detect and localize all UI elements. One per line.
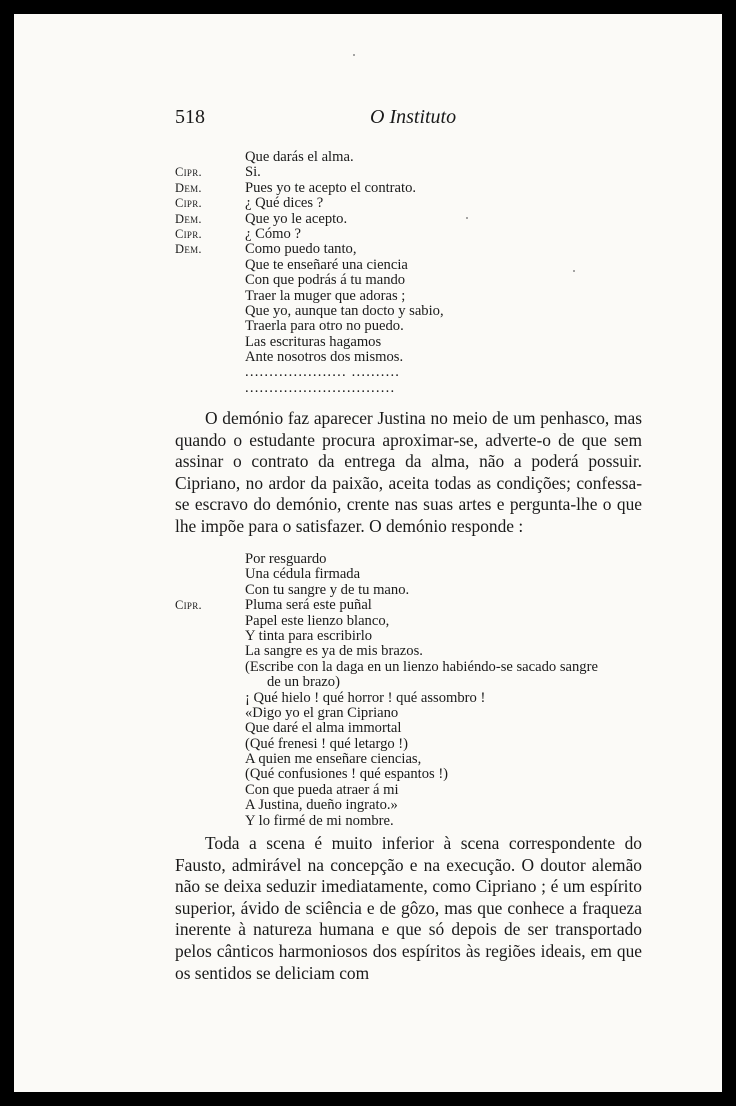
verse-text: Y tinta para escribirlo (245, 627, 373, 644)
verse-text: «Digo yo el gran Cipriano (245, 704, 399, 721)
verse-text: ¡ Qué hielo ! qué horror ! qué assombro ! (245, 689, 486, 706)
verse-text: ¿ Cómo ? (245, 225, 301, 242)
verse-line (175, 767, 598, 782)
speaker-label: Dem. (175, 180, 202, 195)
verse-text: (Escribe con la daga en un lienzo habiéndo-se sacado sangre (245, 658, 598, 675)
print-speck (573, 270, 575, 272)
speaker-label: Dem. (175, 211, 202, 226)
speaker-label (175, 737, 245, 752)
verse-line (175, 629, 598, 644)
verse-text: A Justina, dueño ingrato.» (245, 797, 398, 814)
verse-line (175, 181, 444, 196)
speaker-label (175, 783, 245, 798)
verse-line (175, 598, 598, 613)
verse-text: Ante nosotros dos mismos. (245, 349, 404, 366)
speaker-label (175, 583, 245, 598)
speaker-label (175, 706, 245, 721)
running-title: O Instituto (370, 106, 457, 128)
verse-text: Que darás el alma. (245, 149, 354, 165)
speaker-label (175, 304, 245, 319)
speaker-label: Cipr. (175, 165, 202, 180)
verse-line (175, 706, 598, 721)
verse-text: Y lo firmé de mi nombre. (245, 812, 394, 829)
print-speck (353, 54, 355, 56)
verse-text: Que daré el alma immortal (245, 720, 402, 737)
speaker-label (175, 798, 245, 813)
verse-line (175, 196, 444, 211)
verse-text: Traer la muger que adoras ; (245, 287, 406, 304)
page-header (14, 106, 722, 130)
verse-text: Pues yo te acepto el contrato. (245, 179, 417, 196)
paragraph-faust-comparison (175, 833, 642, 984)
verse-line (175, 150, 444, 165)
speaker-label (175, 350, 245, 365)
verse-text: Pluma será este puñal (245, 597, 372, 614)
verse-line (175, 614, 598, 629)
speaker-label (175, 567, 245, 582)
speaker-label (175, 767, 245, 782)
speaker-label (175, 614, 245, 629)
verse-text: ............................... (245, 379, 396, 396)
verse-text: Papel este lienzo blanco, (245, 612, 390, 629)
verse-line (175, 212, 444, 227)
speaker-label (175, 552, 245, 567)
verse-text: Que yo, aunque tan docto y sabio, (245, 302, 444, 319)
verse-line (175, 381, 444, 396)
speaker-label (175, 629, 245, 644)
verse-line (175, 644, 598, 659)
verse-text: (Qué confusiones ! qué espantos !) (245, 766, 449, 783)
paragraph-text: O demónio faz aparecer Justina no meio de um penhasco, mas quando o estudante procura aproximar-se, adverte-o de que sem assinar o contrato da entrega da alma, não a poderá possuir. Cipriano, no ardor da paixão, aceita todas as condições; confessa-se escravo do demónio, crente nas suas artes e pergunta-lhe o que lhe impõe para o satisfazer. O demónio responde : (175, 408, 642, 536)
speaker-label (175, 660, 245, 675)
speaker-label (175, 721, 245, 736)
verse-line (175, 350, 444, 365)
verse-line (175, 721, 598, 736)
speaker-label (175, 150, 245, 165)
paragraph-demon-appears (175, 408, 642, 538)
speaker-label (175, 381, 245, 396)
verse-text: Como puedo tanto, (245, 241, 357, 258)
speaker-label (175, 365, 245, 380)
verse-text: La sangre es ya de mis brazos. (245, 643, 423, 660)
verse-text: (Qué frenesi ! qué letargo !) (245, 735, 409, 752)
speaker-label: Cipr. (175, 196, 202, 211)
speaker-label: Cipr. (175, 598, 202, 613)
verse-text: Una cédula firmada (245, 566, 361, 583)
speaker-label: Dem. (175, 242, 202, 257)
verse-line (175, 737, 598, 752)
paragraph-text: Toda a scena é muito inferior à scena correspondente do Fausto, admirável na concepção e na execução. O doutor alemão não se deixa seduzir imediatamente, como Cipriano ; é um espírito superior, ávido de sciência e de gôzo, mas que conhece a fraqueza inerente à natureza humana e que só depois de ser transportado pelos cânticos harmoniosos dos espíritos às regiões ideais, em que os sentidos se deliciam com (175, 833, 642, 983)
verse-text: de un brazo) (267, 674, 340, 691)
speaker-label (175, 675, 245, 690)
verse-line (175, 289, 444, 304)
speaker-label (175, 335, 245, 350)
verse-line (175, 783, 598, 798)
verse-line (175, 567, 598, 582)
verse-line (175, 552, 598, 567)
print-speck (466, 217, 468, 219)
verse-text: Con tu sangre y de tu mano. (245, 581, 410, 598)
verse-line (175, 798, 598, 813)
speaker-label (175, 258, 245, 273)
verse-text: Con que pueda atraer á mi (245, 781, 399, 798)
verse-line (175, 365, 444, 380)
verse-text: Las escrituras hagamos (245, 333, 382, 350)
verse-text: Con que podrás á tu mando (245, 272, 406, 289)
verse-block-pact (175, 552, 598, 829)
verse-text: ..................... .......... (245, 364, 401, 381)
verse-text: Traerla para otro no puedo. (245, 318, 404, 335)
verse-line (175, 335, 444, 350)
book-page (14, 14, 722, 1092)
verse-line (175, 660, 598, 675)
speaker-label (175, 644, 245, 659)
verse-line (175, 227, 444, 242)
verse-block-dialogue (175, 150, 444, 396)
verse-text: Por resguardo (245, 551, 327, 567)
verse-line (175, 583, 598, 598)
verse-text: Que yo le acepto. (245, 210, 348, 227)
verse-text: Que te enseñaré una ciencia (245, 256, 408, 273)
verse-line (175, 242, 444, 257)
verse-line (175, 165, 444, 180)
speaker-label: Cipr. (175, 226, 202, 241)
verse-line (175, 273, 444, 288)
speaker-label (175, 752, 245, 767)
verse-text: Si. (245, 164, 261, 181)
speaker-label (175, 814, 245, 829)
page-number: 518 (175, 106, 205, 128)
verse-line (175, 691, 598, 706)
verse-line (175, 814, 598, 829)
speaker-label (175, 273, 245, 288)
speaker-label (175, 289, 245, 304)
verse-text: ¿ Qué dices ? (245, 195, 324, 212)
verse-line (175, 258, 444, 273)
verse-line (175, 675, 598, 690)
speaker-label (175, 319, 245, 334)
verse-line (175, 304, 444, 319)
verse-line (175, 319, 444, 334)
verse-line (175, 752, 598, 767)
speaker-label (175, 691, 245, 706)
verse-text: A quien me enseñare ciencias, (245, 751, 422, 768)
